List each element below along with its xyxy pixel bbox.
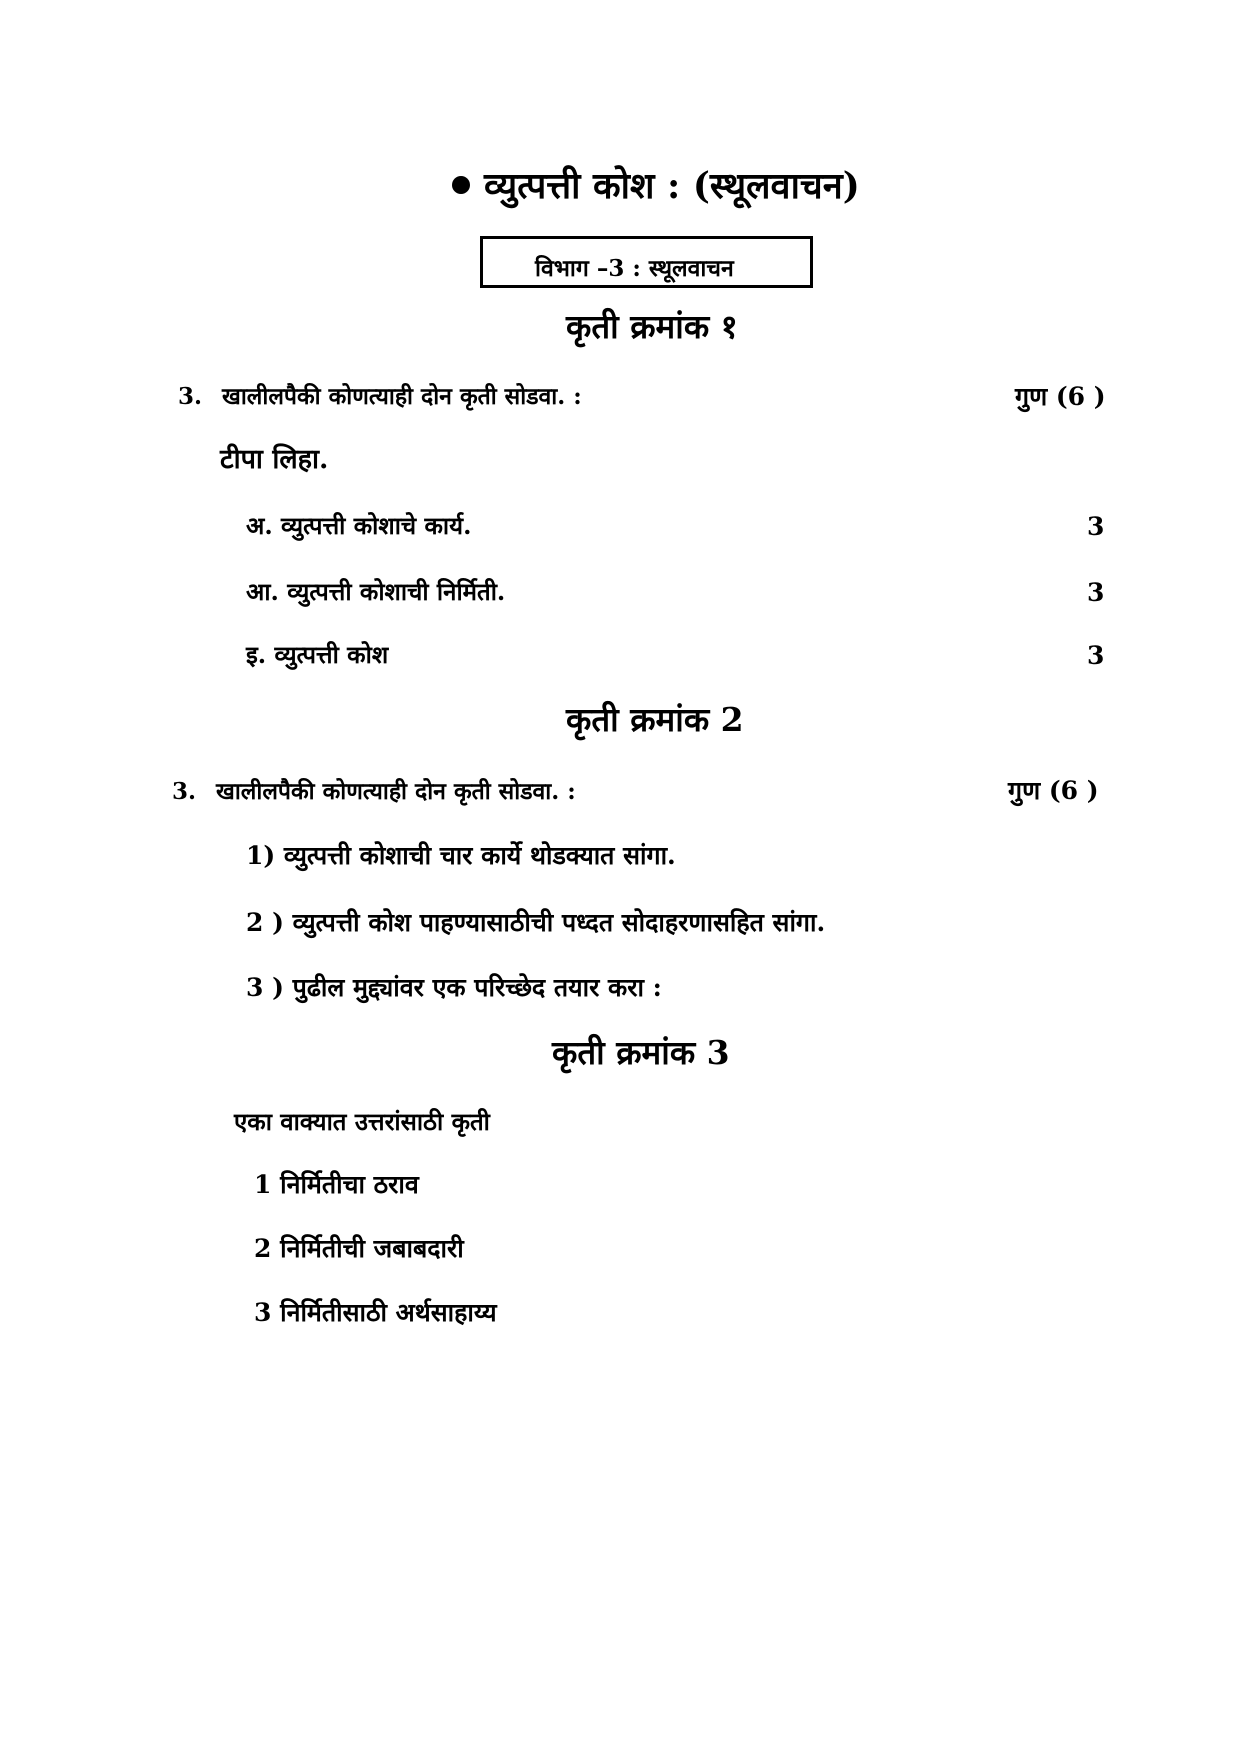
activity-2-item: 1) व्युत्पत्ती कोशाची चार कार्ये थोडक्यात सांगा. bbox=[246, 841, 676, 870]
activity-2-item: 2 ) व्युत्पत्ती कोश पाहण्यासाठीची पध्दत सोदाहरणासहित सांगा. bbox=[246, 908, 826, 937]
activity-1-question-number: 3. bbox=[178, 383, 203, 410]
activity-1-heading: कृती क्रमांक १ bbox=[566, 307, 738, 346]
activity-1-item: आ. व्युत्पत्ती कोशाची निर्मिती. bbox=[246, 577, 506, 606]
activity-1-item-marks: 3 bbox=[1087, 641, 1105, 670]
activity-2-item: 3 ) पुढील मुद्द्यांवर एक परिच्छेद तयार करा : bbox=[246, 973, 662, 1002]
activity-1-item-marks: 3 bbox=[1087, 512, 1105, 541]
activity-2-marks: गुण (6 ) bbox=[1008, 776, 1099, 805]
activity-1-subheading: टीपा लिहा. bbox=[220, 444, 329, 475]
activity-3-item: 1 निर्मितीचा ठराव bbox=[254, 1170, 419, 1199]
activity-3-item: 2 निर्मितीची जबाबदारी bbox=[254, 1234, 464, 1263]
activity-1-item: इ. व्युत्पत्ती कोश bbox=[246, 640, 389, 669]
section-label: विभाग –3 : स्थूलवाचन bbox=[535, 255, 734, 282]
activity-2-question: खालीलपैकी कोणत्याही दोन कृती सोडवा. : bbox=[216, 778, 576, 805]
activity-1-item: अ. व्युत्पत्ती कोशाचे कार्य. bbox=[246, 511, 472, 540]
activity-3-heading: कृती क्रमांक 3 bbox=[552, 1033, 730, 1072]
activity-2-question-number: 3. bbox=[172, 778, 197, 805]
activity-1-question: खालीलपैकी कोणत्याही दोन कृती सोडवा. : bbox=[222, 383, 582, 410]
activity-2-heading: कृती क्रमांक 2 bbox=[566, 700, 744, 739]
page-title bbox=[452, 165, 860, 207]
page-title-text: व्युत्पत्ती कोश : (स्थूलवाचन) bbox=[484, 165, 860, 207]
bullet-icon bbox=[452, 176, 470, 194]
activity-1-item-marks: 3 bbox=[1087, 578, 1105, 607]
section-label-box bbox=[480, 236, 813, 288]
activity-3-subheading: एका वाक्यात उत्तरांसाठी कृती bbox=[234, 1107, 490, 1136]
activity-1-marks: गुण (6 ) bbox=[1015, 382, 1106, 411]
activity-3-item: 3 निर्मितीसाठी अर्थसाहाय्य bbox=[254, 1298, 497, 1327]
